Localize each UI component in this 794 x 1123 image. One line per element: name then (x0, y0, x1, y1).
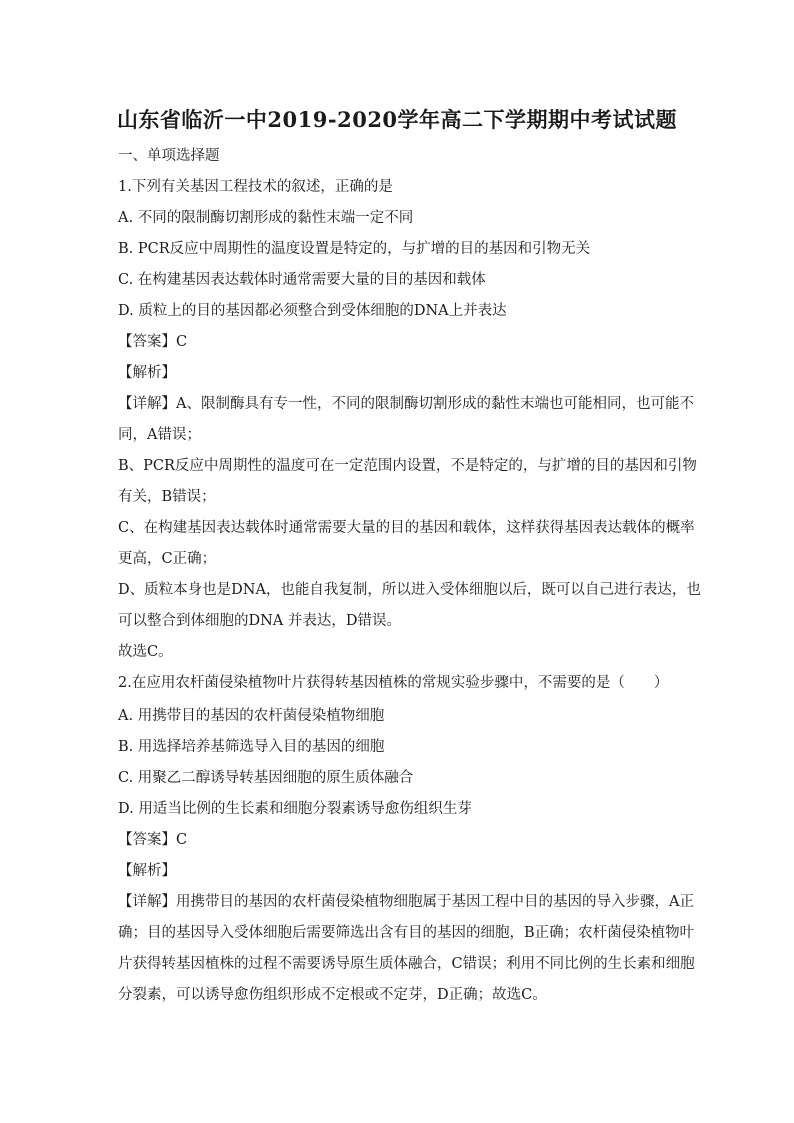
q1-option-d: D. 质粒上的目的基因都必须整合到受体细胞的DNA上并表达 (118, 303, 507, 319)
q2-detail-line: 【详解】用携带目的基因的农杆菌侵染植物细胞属于基因工程中目的基因的导入步骤，A正 (118, 894, 694, 910)
q1-detail-line: 可以整合到体细胞的DNA 并表达，D错误。 (118, 613, 402, 629)
q1-detail-line: 【详解】A、限制酶具有专一性，不同的限制酶切割形成的黏性末端也可能相同，也可能不 (118, 396, 694, 412)
q1-detail-line: B、PCR反应中周期性的温度可在一定范围内设置，不是特定的，与扩增的目的基因和引物 (118, 458, 697, 474)
q2-option-b: B. 用选择培养基筛选导入目的基因的细胞 (118, 739, 385, 755)
q2-detail-line: 确；目的基因导入受体细胞后需要筛选出含有目的基因的细胞，B正确；农杆菌侵染植物叶 (118, 925, 695, 941)
q2-stem: 2.在应用农杆菌侵染植物叶片获得转基因植株的常规实验步骤中，不需要的是（ ） (118, 675, 669, 691)
q2-detail-line: 片获得转基因植株的过程不需要诱导原生质体融合，C错误；利用不同比例的生长素和细胞 (118, 956, 695, 972)
q1-detail-line: 有关，B错误； (118, 489, 216, 505)
q1-answer: 【答案】C (118, 334, 188, 350)
q2-option-d: D. 用适当比例的生长素和细胞分裂素诱导愈伤组织生芽 (118, 801, 472, 817)
q1-detail-line: 同，A错误； (118, 427, 201, 443)
q1-detail-line: 更高，C正确； (118, 551, 217, 567)
q1-detail-line: D、质粒本身也是DNA，也能自我复制，所以进入受体细胞以后，既可以自己进行表达，也 (118, 582, 701, 598)
q2-detail-line: 分裂素，可以诱导愈伤组织形成不定根或不定芽，D正确；故选C。 (118, 987, 547, 1003)
q2-answer: 【答案】C (118, 832, 188, 848)
q1-stem: 1.下列有关基因工程技术的叙述，正确的是 (118, 179, 393, 195)
q2-analysis-label: 【解析】 (118, 863, 176, 879)
q2-option-c: C. 用聚乙二醇诱导转基因细胞的原生质体融合 (118, 770, 414, 786)
q2-option-a: A. 用携带目的基因的农杆菌侵染植物细胞 (118, 708, 385, 724)
document-title: 山东省临沂一中2019-2020学年高二下学期期中考试试题 (116, 107, 678, 132)
q1-option-a: A. 不同的限制酶切割形成的黏性末端一定不同 (118, 210, 414, 226)
q1-option-c: C. 在构建基因表达载体时通常需要大量的目的基因和载体 (118, 272, 486, 288)
q1-detail-line: 故选C。 (118, 644, 173, 660)
section-heading: 一、单项选择题 (118, 148, 220, 164)
q1-option-b: B. PCR反应中周期性的温度设置是特定的，与扩增的目的基因和引物无关 (118, 241, 591, 257)
q1-analysis-label: 【解析】 (118, 365, 176, 381)
q1-detail-line: C、在构建基因表达载体时通常需要大量的目的基因和载体，这样获得基因表达载体的概率 (118, 520, 695, 536)
